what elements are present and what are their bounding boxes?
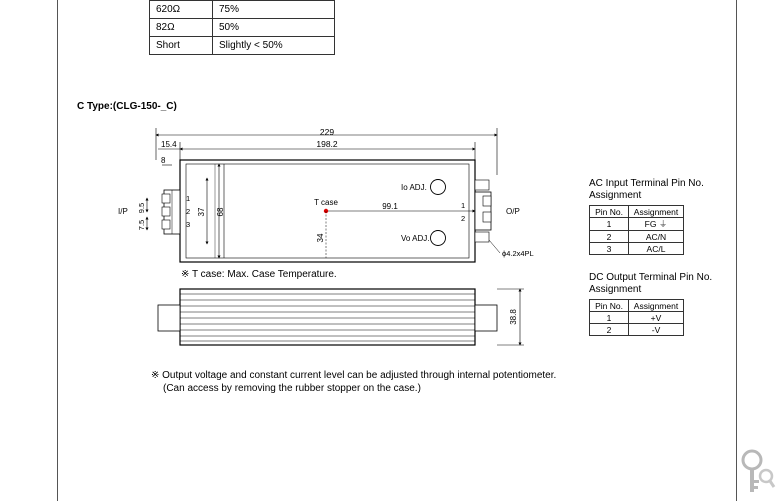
table-row bbox=[150, 37, 335, 55]
ac-input-pin-table bbox=[589, 205, 684, 255]
dim-9-5: 9.5 bbox=[137, 202, 146, 214]
section-title: C Type:(CLG-150-_C) bbox=[77, 101, 177, 112]
tcase-label: T case bbox=[314, 198, 338, 207]
dc-output-pin-table bbox=[589, 299, 684, 336]
ip-label: I/P bbox=[118, 207, 128, 216]
dim-37: 37 bbox=[197, 207, 206, 217]
table-row bbox=[590, 324, 684, 336]
adjust-note-line1: ※ Output voltage and constant current level can be adjusted through internal potentiometer. bbox=[151, 370, 557, 381]
pin-assignment: AC/N bbox=[629, 231, 684, 243]
key-search-icon[interactable] bbox=[740, 446, 776, 496]
hole-label: ϕ4.2x4PL bbox=[502, 249, 534, 258]
table-row bbox=[590, 243, 684, 255]
pin-number: 2 bbox=[590, 231, 629, 243]
pin-number: 1 bbox=[590, 312, 629, 324]
ip-pin-3: 3 bbox=[186, 220, 191, 229]
dim-38-8: 38.8 bbox=[509, 309, 518, 325]
level-cell: 75% bbox=[213, 1, 335, 19]
pin-no-header: Pin No. bbox=[590, 206, 629, 218]
dim-8: 8 bbox=[161, 156, 166, 165]
ip-pin-2: 2 bbox=[186, 207, 191, 216]
dim-68: 68 bbox=[216, 207, 225, 217]
ip-pin-1: 1 bbox=[186, 194, 191, 203]
dim-left-offset: 15.4 bbox=[161, 140, 177, 149]
op-label: O/P bbox=[506, 207, 520, 216]
dc-output-title-line1: DC Output Terminal Pin No. bbox=[589, 272, 713, 283]
ac-input-title-line1: AC Input Terminal Pin No. bbox=[589, 178, 704, 189]
op-pin-2: 2 bbox=[461, 214, 466, 223]
dim-7-5: 7.5 bbox=[137, 219, 146, 231]
pin-assignment: +V bbox=[629, 312, 684, 324]
pin-assignment: FG ⏚ bbox=[629, 218, 684, 231]
resistance-cell: 620Ω bbox=[150, 1, 213, 19]
adjust-note-line2: (Can access by removing the rubber stopper on the case.) bbox=[163, 383, 421, 394]
dim-body: 198.2 bbox=[316, 139, 338, 149]
op-pin-1: 1 bbox=[461, 201, 466, 210]
vo-adj-label: Vo ADJ. bbox=[401, 234, 430, 243]
pin-assignment: AC/L bbox=[629, 243, 684, 255]
table-row bbox=[590, 312, 684, 324]
pin-number: 3 bbox=[590, 243, 629, 255]
ac-input-title bbox=[589, 178, 704, 202]
pin-number: 2 bbox=[590, 324, 629, 336]
pin-assignment: -V bbox=[629, 324, 684, 336]
mechanical-drawing bbox=[100, 120, 560, 355]
table-row bbox=[150, 19, 335, 37]
table-row bbox=[590, 218, 684, 231]
resistor-level-table bbox=[149, 0, 335, 55]
resistance-cell: Short bbox=[150, 37, 213, 55]
dim-34: 34 bbox=[316, 233, 325, 243]
level-cell: 50% bbox=[213, 19, 335, 37]
ac-input-title-line2: Assignment bbox=[589, 190, 642, 201]
dim-99-1: 99.1 bbox=[382, 202, 398, 211]
dc-output-title-line2: Assignment bbox=[589, 284, 642, 295]
resistance-cell: 82Ω bbox=[150, 19, 213, 37]
assignment-header: Assignment bbox=[629, 300, 684, 312]
dim-overall: 229 bbox=[319, 127, 335, 137]
level-cell: Slightly < 50% bbox=[213, 37, 335, 55]
io-adj-label: Io ADJ. bbox=[401, 183, 427, 192]
tcase-note: ※ T case: Max. Case Temperature. bbox=[181, 269, 337, 280]
table-row bbox=[150, 1, 335, 19]
table-row bbox=[590, 231, 684, 243]
pin-number: 1 bbox=[590, 218, 629, 231]
assignment-header: Assignment bbox=[629, 206, 684, 218]
right-margin bbox=[738, 0, 780, 499]
dc-output-title bbox=[589, 272, 712, 296]
pin-no-header: Pin No. bbox=[590, 300, 629, 312]
